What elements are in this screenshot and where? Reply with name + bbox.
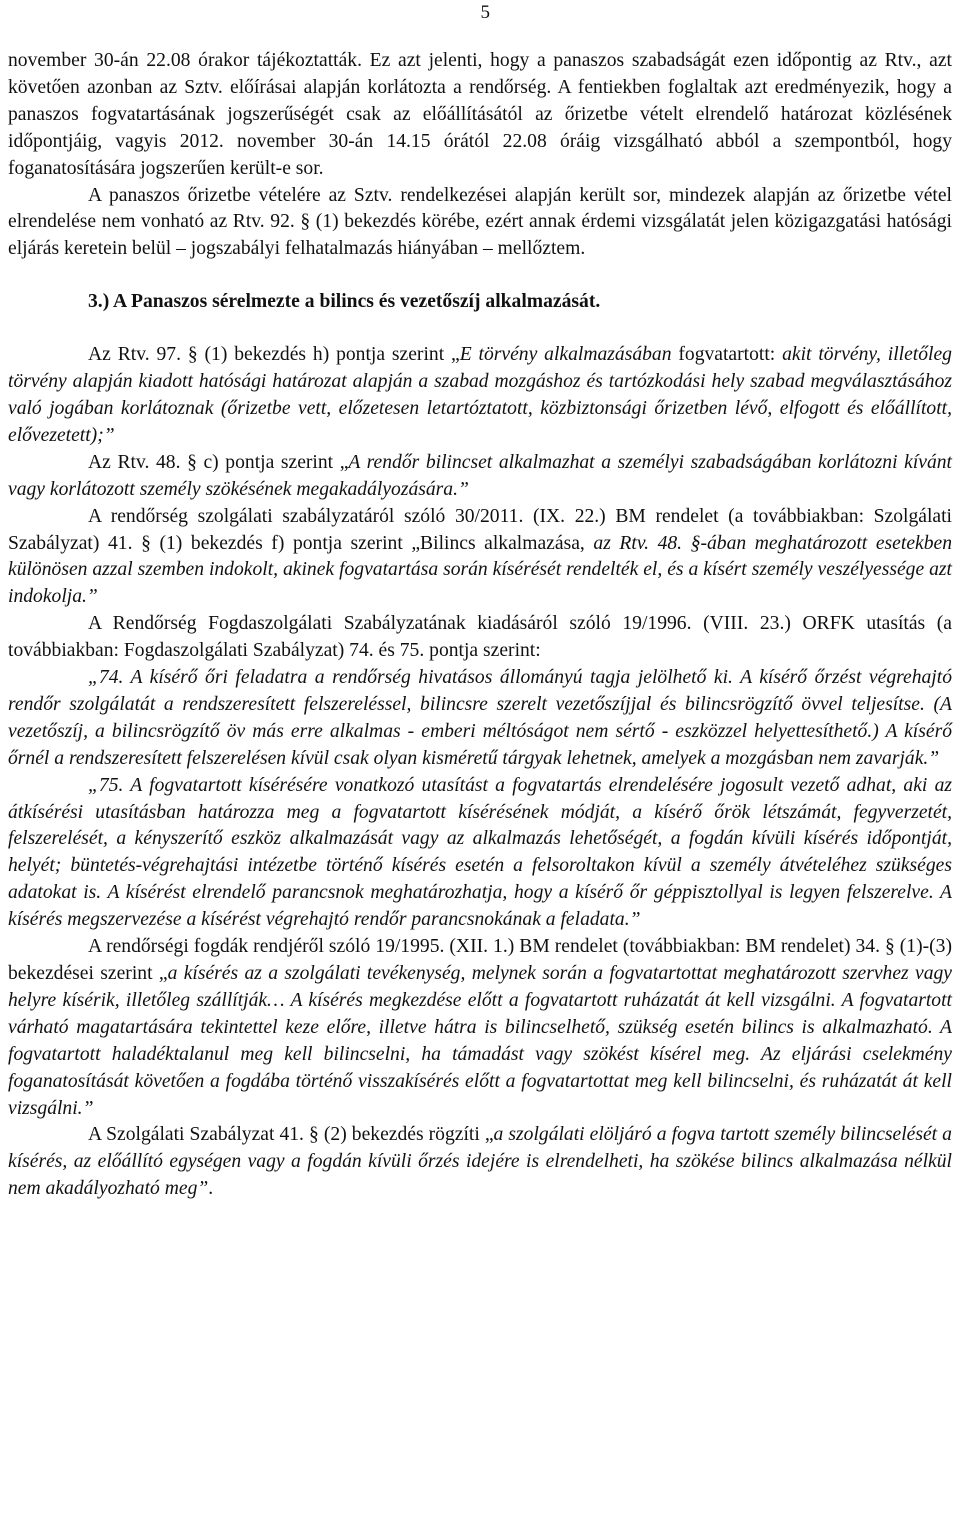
- paragraph-9: [8, 934, 952, 1122]
- p7-quote: „74. A kísérő őri feladatra a rendőrség hivatásos állományú tagja jelölhető ki. A kísérő őrzést végrehajtó rendőr szolgálatát a rendszeresített felszereléssel, bilincsre szerelt vezetőszíjjal és bilincsrögzítő övvel teljesítse. (A vezetőszíj, a bilincsrögzítő öv más erre alkalmas - emberi méltóságot nem sértő - eszközzel helyettesíthető.) A kísérő őrnél a rendszeresített felszerelésen kívül csak olyan kisméretű tárgyak lehetnek, amelyek a mozgásban nem zavarják.”: [8, 667, 952, 769]
- p4-lead: Az Rtv. 48. § c) pontja szerint „: [88, 451, 349, 473]
- paragraph-7: [8, 665, 952, 773]
- p10-lead: A Szolgálati Szabályzat 41. § (2) bekezdés rögzíti „: [88, 1124, 494, 1146]
- paragraph-4: [8, 450, 952, 504]
- paragraph-1: november 30-án 22.08 órakor tájékoztatták. Ez azt jelenti, hogy a panaszos szabadságát ezen időpontig az Rtv., azt követően azonban az Sztv. előírásai alapján korlátozta a rendőrség. A fentiekben foglaltak azt eredményezik, hogy a panaszos fogvatartásának jogszerűségét csak az előállításától az őrizetbe vételt elrendelő határozat közlésének időpontjáig, vagyis 2012. november 30-án 14.15 órától 22.08 óráig vizsgálható abból a szempontból, hogy foganatosítására jogszerűen került-e sor.: [8, 50, 952, 179]
- p5-lead: A rendőrség szolgálati szabályzatáról szóló 30/2011. (IX. 22.) BM rendelet (a továbbiakban: Szolgálati Szabályzat) 41. § (1) bekezdés f) pontja szerint „Bilincs alkalmazása,: [8, 505, 952, 554]
- paragraph-10: [8, 1122, 952, 1203]
- p9-lead: A rendőrségi fogdák rendjéről szóló 19/1995. (XII. 1.) BM rendelet (továbbiakban: BM rendelet) 34. § (1)-(3) bekezdései szerint „: [8, 936, 952, 984]
- p5-quote: az Rtv. 48. §-ában meghatározott esetekben különösen azzal szemben indokolt, akinek fogvatartása során kísérését rendelték el, és a kísért személy veszélyessége azt indokolja.”: [8, 532, 952, 608]
- p4-quote: A rendőr bilincset alkalmazhat a személyi szabadságában korlátozni kívánt vagy korlátozott személy szökésének megakadályozására.”: [8, 451, 953, 500]
- p8-quote: „75. A fogvatartott kísérésére vonatkozó utasítást a fogvatartás elrendelésére jogosult vezető adhat, aki az átkísérési utasításban határozza meg a fogvatartott kísérésének módját, a kísérő őrök létszámát, fegyverzetét, felszerelését, a kényszerítő eszköz alkalmazását vagy az alkalmazás lehetőségét, a fogdán kívüli kísérés időpontját, helyét; büntetés-végrehajtási intézetbe történő kísérés esetén a felsoroltakon kívül a személy átvételéhez szükséges adatokat is. A kísérést elrendelő parancsnok meghatározhatja, hogy a kísérő őr géppisztollyal is legyen felszerelve. A kísérés megszervezése a kísérést végrehajtó rendőr parancsnokának a feladata.”: [8, 774, 952, 931]
- paragraph-5: [8, 504, 952, 612]
- section-heading: 3.) A Panaszos sérelmezte a bilincs és vezetőszíj alkalmazását.: [88, 291, 601, 313]
- paragraph-6: A Rendőrség Fogdaszolgálati Szabályzatának kiadásáról szóló 19/1996. (VIII. 23.) ORFK utasítás (a továbbiakban: Fogdaszolgálati Szabályzat) 74. és 75. pontja szerint:: [8, 613, 952, 662]
- p3-plain: fogvatartott:: [671, 344, 783, 366]
- paragraph-2: A panaszos őrizetbe vételére az Sztv. rendelkezései alapján került sor, mindezek alapján az őrizetbe vétel elrendelése nem vonható az Rtv. 92. § (1) bekezdés körébe, ezért annak érdemi vizsgálatát jelen közigazgatási hatósági eljárás keretein belül – jogszabályi felhatalmazás hiányában – mellőztem.: [8, 184, 952, 260]
- paragraph-3: [8, 342, 952, 450]
- p3-italic: E törvény alkalmazásában: [459, 344, 672, 366]
- page-number: 5: [480, 2, 490, 23]
- p3-quote: akit törvény, illetőleg törvény alapján kiadott hatósági határozat alapján a szabad mozgáshoz és tartózkodási hely szabad megválasztásához való jogában korlátoznak (őrizetbe vett, előzetesen letartóztatott, közbiztonsági őrizetben lévő, elfogott és előállított, elővezetett);”: [8, 344, 952, 446]
- p10-tail: .: [208, 1178, 214, 1200]
- p9-quote: a kísérés az a szolgálati tevékenység, melynek során a fogvatartottat meghatározott szervhez vagy helyre kísérik, illetőleg szállítják… A kísérés megkezdése előtt a fogvatartott ruházatát át kell vizsgálni. A fogvatartott várható magatartására tekintettel keze előre, illetve hátra is bilincselhető, szükség esetén bilincs is alkalmazható. A fogvatartott haladéktalanul meg kell bilincselni, ha támadást vagy szökést kísérel meg. Az eljárási cselekmény foganatosítását követően a fogdába történő visszakísérés előtt a fogvatartottat meg kell bilincselni, és ruházatát át kell vizsgálni.”: [8, 963, 952, 1119]
- paragraph-8: [8, 773, 952, 934]
- p3-lead: Az Rtv. 97. § (1) bekezdés h) pontja szerint „: [88, 344, 460, 366]
- p10-quote: a szolgálati elöljáró a fogva tartott személy bilincselését a kísérés, az előállító egységen vagy a fogdán kívüli őrzés idejére is elrendelheti, ha szökése bilincs alkalmazása nélkül nem akadályozható meg”: [8, 1124, 952, 1200]
